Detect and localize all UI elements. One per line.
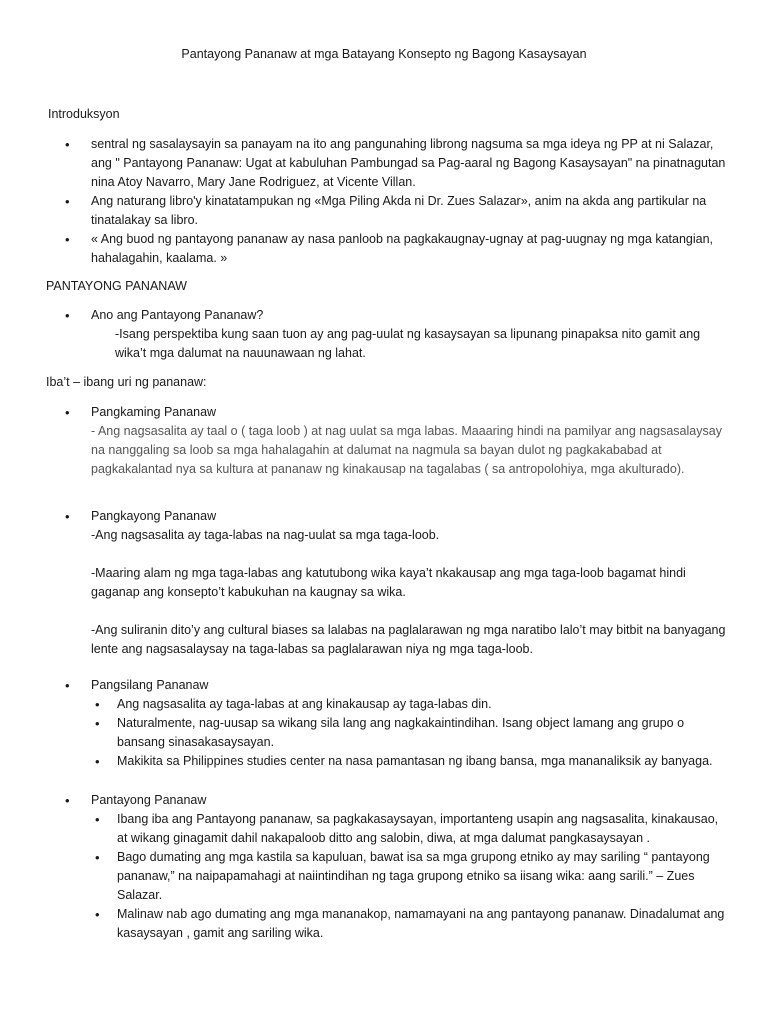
types-heading: Iba’t – ibang uri ng pananaw:: [46, 375, 207, 389]
pangkayo-p3: -Ang suliranin dito’y ang cultural biases sa lalabas na paglalarawan ng mga naratibo lalo’t may bitbit na banyagang lente ang nagsasalaysay na taga-labas sa paglalarawan niya ng mga taga-loob.: [91, 623, 726, 656]
intro-heading: Introduksyon: [48, 107, 120, 121]
pangkami-label: • Pangkaming Pananaw: [91, 405, 217, 419]
pantayo-label: • Pantayong Pananaw: [91, 793, 207, 807]
pangkayo-p1: -Ang nagsasalita ay taga-labas na nag-uulat sa mga taga-loob.: [91, 528, 440, 542]
list-item: • Ibang iba ang Pantayong pananaw, sa pagkakasaysayan, importanteng usapin ang nagsasalita, kinakausao, at wikang ginagamit dahil nakapaloob ditto ang salobin, diwa, at mga dalumat pangkasaysayan .: [91, 810, 730, 848]
pangkami-list: [65, 403, 730, 479]
list-item: • Bago dumating ang mga kastila sa kapuluan, bawat isa sa mga grupong etniko ay may sariling “ pantayong pananaw,” na naipapamahagi at naiintindihan ng taga grupong etniko sa iisang wika: aang sarili.” – Zues Salazar.: [91, 848, 730, 905]
pantayo-list: [65, 791, 730, 943]
list-item: • Makikita sa Philippines studies center na nasa pamantasan ng ibang bansa, mga mananaliksik ay banyaga.: [91, 752, 730, 771]
pp-list: [65, 306, 730, 363]
list-item: [65, 507, 730, 659]
list-item: • sentral ng sasalaysayin sa panayam na ito ang pangunahing librong nagsuma sa mga ideya ng PP at ni Salazar, ang " Pantayong Pananaw: Ugat at kabuluhan Pambungad sa Pag-aaral ng Bagong Kasaysayan" na pinatnagutan nina Atoy Navarro, Mary Jane Rodriguez, at Vicente Villan.: [65, 135, 730, 192]
list-item: • Ang naturang libro'y kinatatampukan ng «Mga Piling Akda ni Dr. Zues Salazar», anim na akda ang partikular na tinatalakay sa libro.: [65, 192, 730, 230]
pangkami-text: - Ang nagsasalita ay taal o ( taga loob ) at nag uulat sa mga labas. Maaaring hindi na pamilyar ang nagsasalaysay na nanggaling sa loob sa mga hahalagahin at dalumat na nagmula sa bayan dulot ng pagkakababad at pagkakalantad nya sa kultura at pananaw ng kinakausap na tagalabas ( sa antropolohiya, mga akulturado).: [91, 424, 722, 476]
pangsila-label: • Pangsilang Pananaw: [91, 678, 209, 692]
list-item: [65, 791, 730, 943]
list-item: [65, 306, 730, 363]
list-item: [65, 403, 730, 479]
pangkayo-list: [65, 507, 730, 659]
list-item: [65, 676, 730, 771]
pangsila-list: [65, 676, 730, 771]
pangsila-sublist: [91, 695, 730, 771]
intro-list: [65, 135, 730, 268]
pp-question: • Ano ang Pantayong Pananaw?: [91, 308, 264, 322]
pantayo-sublist: [91, 810, 730, 943]
document-title: Pantayong Pananaw at mga Batayang Konsepto ng Bagong Kasaysayan: [181, 47, 587, 61]
list-item: • Malinaw nab ago dumating ang mga mananakop, namamayani na ang pantayong pananaw. Dinadalumat ang kasaysayan , gamit ang sariling wika.: [91, 905, 730, 943]
list-item: • « Ang buod ng pantayong pananaw ay nasa panloob na pagkakaugnay-ugnay at pag-uugnay ng mga katangian, hahalagahin, kaalama. »: [65, 230, 730, 268]
pangkayo-label: • Pangkayong Pananaw: [91, 509, 217, 523]
pangkayo-p2: -Maaring alam ng mga taga-labas ang katutubong wika kaya’t nkakausap ang mga taga-loob bagamat hindi gaganap ang konsepto’t kabukuhan na kaugnay sa wika.: [91, 566, 686, 599]
list-item: • Ang nagsasalita ay taga-labas at ang kinakausap ay taga-labas din.: [91, 695, 730, 714]
list-item: • Naturalmente, nag-uusap sa wikang sila lang ang nagkakaintindihan. Isang object lamang ang grupo o bansang sinasakasaysayan.: [91, 714, 730, 752]
pp-heading: PANTAYONG PANANAW: [46, 279, 187, 293]
pp-answer: -Isang perspektiba kung saan tuon ay ang pag-uulat ng kasaysayan sa lipunang pinapaksa nito gamit ang wika’t mga dalumat na nauunawaan ng lahat.: [115, 327, 701, 360]
